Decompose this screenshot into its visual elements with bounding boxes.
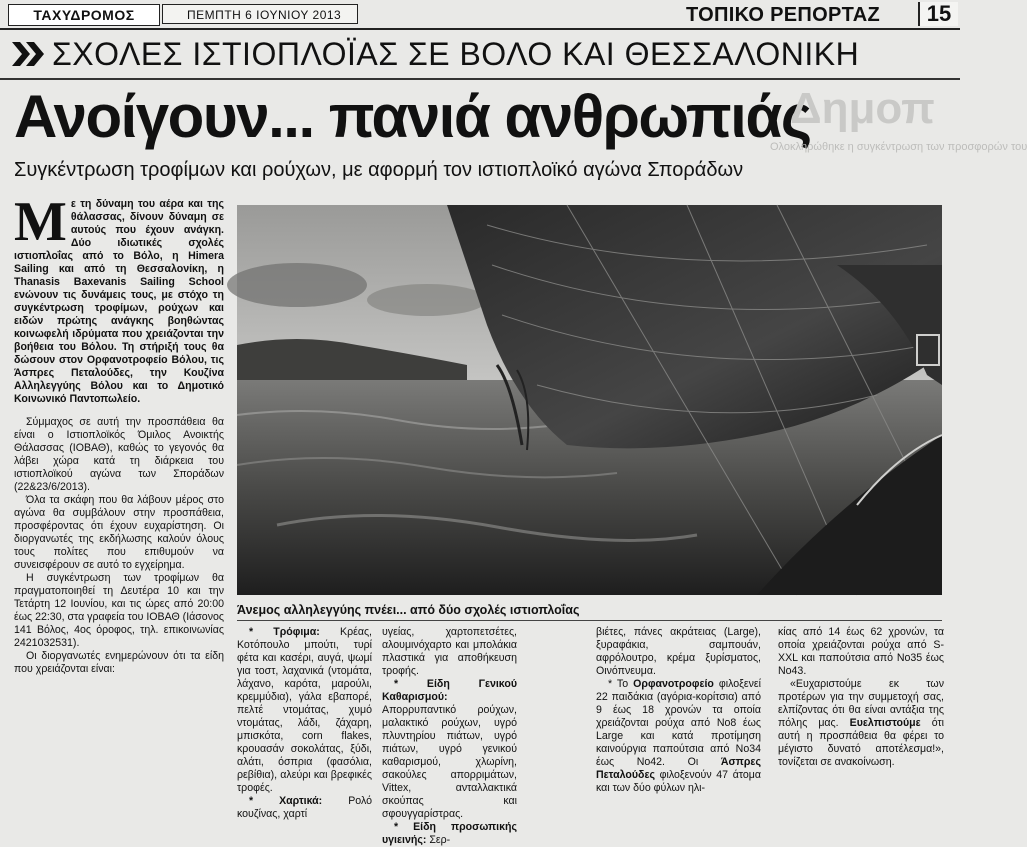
caption-divider: [237, 620, 942, 621]
text-paper: Ρολό κουζίνας, χαρτί: [237, 795, 372, 820]
end-text: ότι αυτή η προσπάθεια θα φέρει το μέγιστο δυνατό αποτέλεσμα!», τονίζεται σε ανακοίνωση.: [778, 717, 944, 768]
column-2: [237, 626, 372, 820]
lead-paragraph: [14, 191, 224, 406]
column-1: [14, 191, 224, 788]
adjacent-headline-fragment: Δημοπ: [790, 84, 935, 133]
subheadline: Συγκέντρωση τροφίμων και ρούχων, με αφορμή τον ιστιοπλοϊκό αγώνα Σποράδων: [14, 159, 744, 181]
thanks-text: «Ευχαριστούμε εκ των προτέρων για την συμμετοχή σας, ελπίζοντας ότι θα είναι αντάξια της πόλης μας.: [778, 678, 944, 729]
adjacent-subheadline-fragment: Ολοκληρώθηκε η συγκέντρωση των προσφορών του: [770, 141, 1027, 153]
label-food: * Τρόφιμα:: [249, 626, 320, 638]
sailboat-photo: [237, 205, 942, 595]
item-paper: [237, 795, 372, 821]
kicker: [0, 30, 960, 80]
column-5: [778, 626, 944, 796]
butterflies-name: Άσπρες Πεταλούδες: [596, 756, 761, 781]
hope-word: Ευελπιστούμε: [849, 717, 921, 729]
thanks-paragraph: [778, 678, 944, 769]
paragraph-2: Όλα τα σκάφη που θα λάβουν μέρος στο αγώνα θα συμβάλουν στην προσπάθεια, προσφέροντας ότι έχουν ευχαρίστηση. Οι διοργανωτές της εκδήλωσης καλούν όλους τους πολίτες που επιθυμούν να συνεισφέρουν σε αυτό το εγχείρημα.: [14, 494, 224, 571]
label-hygiene: * Είδη προσωπικής υγιεινής:: [382, 821, 517, 846]
text-general: Απορρυπαντικό ρούχων, μαλακτικό ρούχων, υγρό πλυντηρίου πιάτων, υγρό πιάτων, υγρό γενικού καθαρισμού, χλωρίνη, σακούλες απορριμάτων, Vittex, ανταλλακτικά σκούπας και σφουγγαρίστρας.: [382, 704, 517, 820]
paper-name: ΤΑΧΥΔΡΟΜΟΣ: [8, 4, 160, 26]
item-food: [237, 626, 372, 795]
label-general: * Είδη Γενικού Καθαρισμού:: [382, 678, 517, 703]
butterflies-cont: κίας από 14 έως 62 χρονών, τα οποία χρειάζονται ρούχα από S-XXL και παπούτσια από No35 έως No43.: [778, 626, 944, 677]
kicker-text: ΣΧΟΛΕΣ ΙΣΤΙΟΠΛΟΪΑΣ ΣΕ ΒΟΛΟ ΚΑΙ ΘΕΣΣΑΛΟΝΙΚΗ: [52, 36, 860, 72]
page-number: 15: [918, 2, 958, 26]
text-hygiene: Σερ-: [429, 834, 451, 846]
section-title: ΤΟΠΙΚΟ ΡΕΠΟΡΤΑΖ: [686, 4, 880, 26]
issue-date: ΠΕΜΠΤΗ 6 ΙΟΥΝΙΟΥ 2013: [162, 4, 358, 24]
orphanage-text: φιλοξενεί 22 παιδάκια (αγόρια-κορίτσια) από 9 έως 18 χρονών τα οποία χρειάζονται ρούχα από No8 έως Large και κατά προτίμηση καινούργια παπούτσια από No34 έως No42. Οι: [596, 678, 761, 768]
paragraph-1: Σύμμαχος σε αυτή την προσπάθεια θα είναι ο Ιστιοπλοϊκός Όμιλος Ανοικτής Θάλασσας (ΙΟΒΑΘ), καθώς το γεγονός θα λάβει χώρα κατά τη διάρκεια του ιστιοπλοϊκού αγώνα των Σποράδων (22&23/6/2013).: [14, 416, 224, 493]
headline: Ανοίγουν... πανιά ανθρωπιάς: [14, 83, 811, 150]
column-3: [382, 626, 517, 846]
paragraph-3: Η συγκέντρωση των τροφίμων θα πραγματοποιηθεί τη Δευτέρα 10 και την Τετάρτη 12 Ιουνίου, και τις ώρες από 20:00 έως 22:30, στα γραφεία του ΙΟΒΑΘ (Ιάσονος 141 Βόλος, 4ος όροφος, τηλ. επικοινωνίας 2421032531).: [14, 572, 224, 649]
text-food: Κρέας, Κοτόπουλο μπούτι, τυρί φέτα και κασέρι, αυγά, ψωμί για τοστ, λαχανικά (ντομάτα, λάχανο, καρότα, μαρούλι, κρεμμύδια), γάλα εβαπορέ, πελτέ ντομάτας, χυμό ντομάτας, λάδι, ζάχαρη, μπισκότα, corn flakes, κρουασάν σοκολάτας, ξύδι, αλάτι, όσπρια (φασόλια, ρεβίθια), αλεύρι και βρεφικές τροφές.: [237, 626, 372, 794]
orphanage-name: Ορφανοτροφείο: [633, 678, 714, 690]
sailboat-photo-icon: [237, 205, 942, 595]
photo-caption: Άνεμος αλληλεγγύης πνέει... από δύο σχολές ιστιοπλοΐας: [237, 603, 580, 617]
column-4: [596, 626, 761, 796]
lead-text: ε τη δύναμη του αέρα και της θάλασσας, δίνουν δύναμη σε αυτούς που έχουν ανάγκη. Δύο ιδιωτικές σχολές ιστιοπλοΐας από το Βόλο, η Himera Sailing και από τη Θεσσαλονίκη, η Thanasis Baxevanis Sailing School ενώνουν τις δυνάμεις τους, με στόχο τη συγκέντρωση τροφίμων, ρούχων και ειδών πρώτης ανάγκης βοηθώντας κοινωφελή ιδρύματα που χρειάζονται την βοήθεια του Βόλου. Τη στήριξή τους θα δώσουν στον Ορφανοτροφείο Βόλου, τις Άσπρες Πεταλούδες, την Κουζίνα Αλληλεγγύης Βόλου και το Δημοτικό Κοινωνικό Παντοπωλείο.: [14, 198, 224, 405]
orphanage-intro: * Το: [608, 678, 629, 690]
masthead: [0, 0, 960, 30]
paper-cont: υγείας, χαρτοπετσέτες, αλουμινόχαρτο και μπολάκια πλαστικά για αποθήκευση τροφής.: [382, 626, 517, 677]
chevron-double-right-icon: [10, 40, 46, 68]
item-hygiene: [382, 821, 517, 847]
dropcap: Μ: [14, 191, 67, 253]
item-general: [382, 678, 517, 821]
label-paper: * Χαρτικά:: [249, 795, 323, 807]
paragraph-4: Οι διοργανωτές ενημερώνουν ότι τα είδη που χρειάζονται είναι:: [14, 650, 224, 675]
orphanage-paragraph: [596, 678, 761, 795]
hygiene-cont: βιέτες, πάνες ακράτειας (Large), ξυραφάκια, σαμπουάν, αφρόλουτρο, κρέμα ξυρίσματος, Οινόπνευμα.: [596, 626, 761, 677]
butterflies-text: φιλοξενούν 47 άτομα και των δύο φύλων ηλι-: [596, 769, 761, 794]
